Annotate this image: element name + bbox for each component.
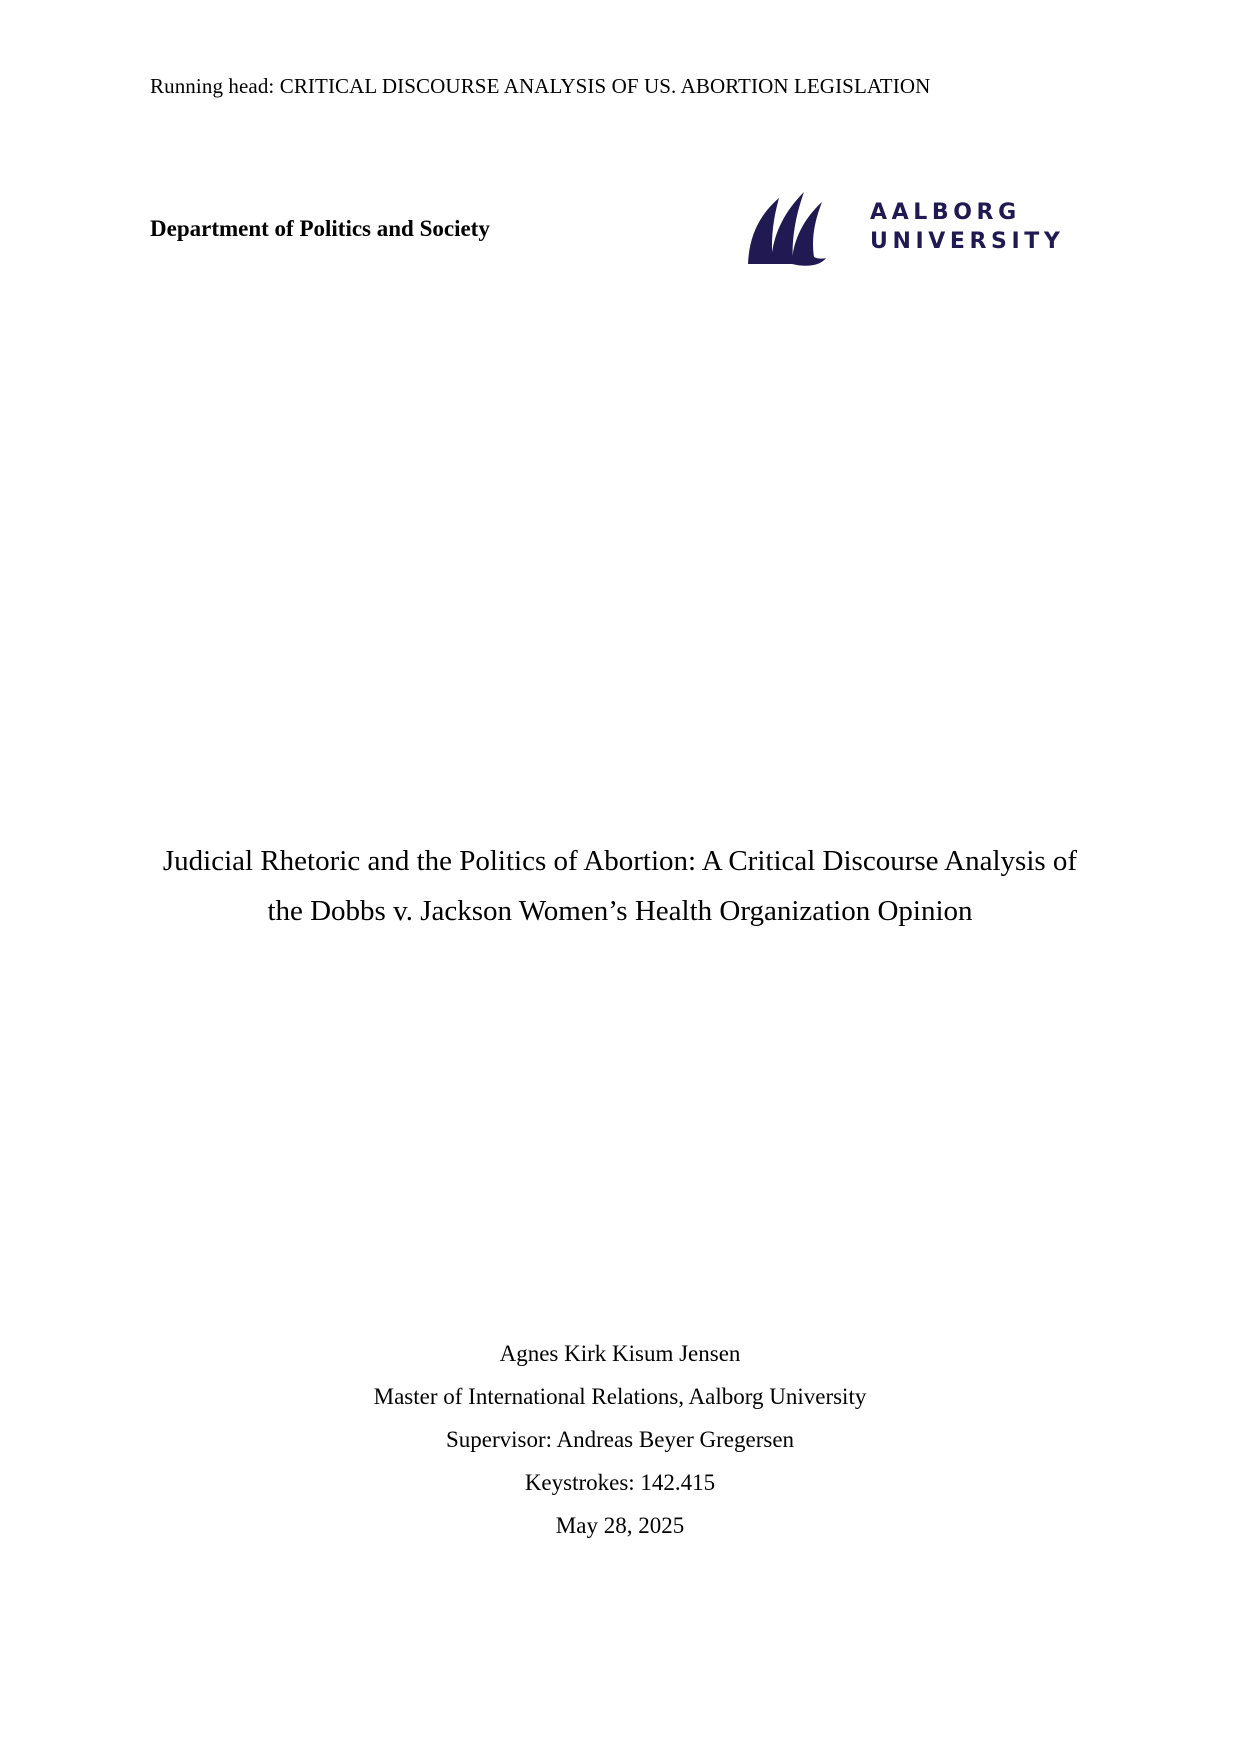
logo-line-university: UNIVERSITY <box>870 229 1065 254</box>
author-name: Agnes Kirk Kisum Jensen <box>499 1341 741 1366</box>
program-name: Master of International Relations, Aalborg University <box>373 1384 867 1409</box>
university-logo <box>746 186 1065 268</box>
keystrokes: Keystrokes: 142.415 <box>524 1470 716 1495</box>
title-line-2: the Dobbs v. Jackson Women’s Health Organization Opinion <box>267 895 973 927</box>
author-block <box>220 1332 1020 1547</box>
logo-wordmark <box>870 198 1064 256</box>
supervisor: Supervisor: Andreas Beyer Gregersen <box>445 1427 795 1452</box>
aalborg-wave-logo-icon <box>746 186 826 268</box>
title-line-1: Judicial Rhetoric and the Politics of Abortion: A Critical Discourse Analysis of <box>162 845 1078 877</box>
department-name: Department of Politics and Society <box>150 216 490 241</box>
thesis-title <box>120 836 1120 936</box>
running-head: Running head: CRITICAL DISCOURSE ANALYSIS OF US. ABORTION LEGISLATION <box>150 74 931 98</box>
logo-line-aalborg: AALBORG <box>870 200 1021 225</box>
submission-date: May 28, 2025 <box>555 1513 685 1538</box>
